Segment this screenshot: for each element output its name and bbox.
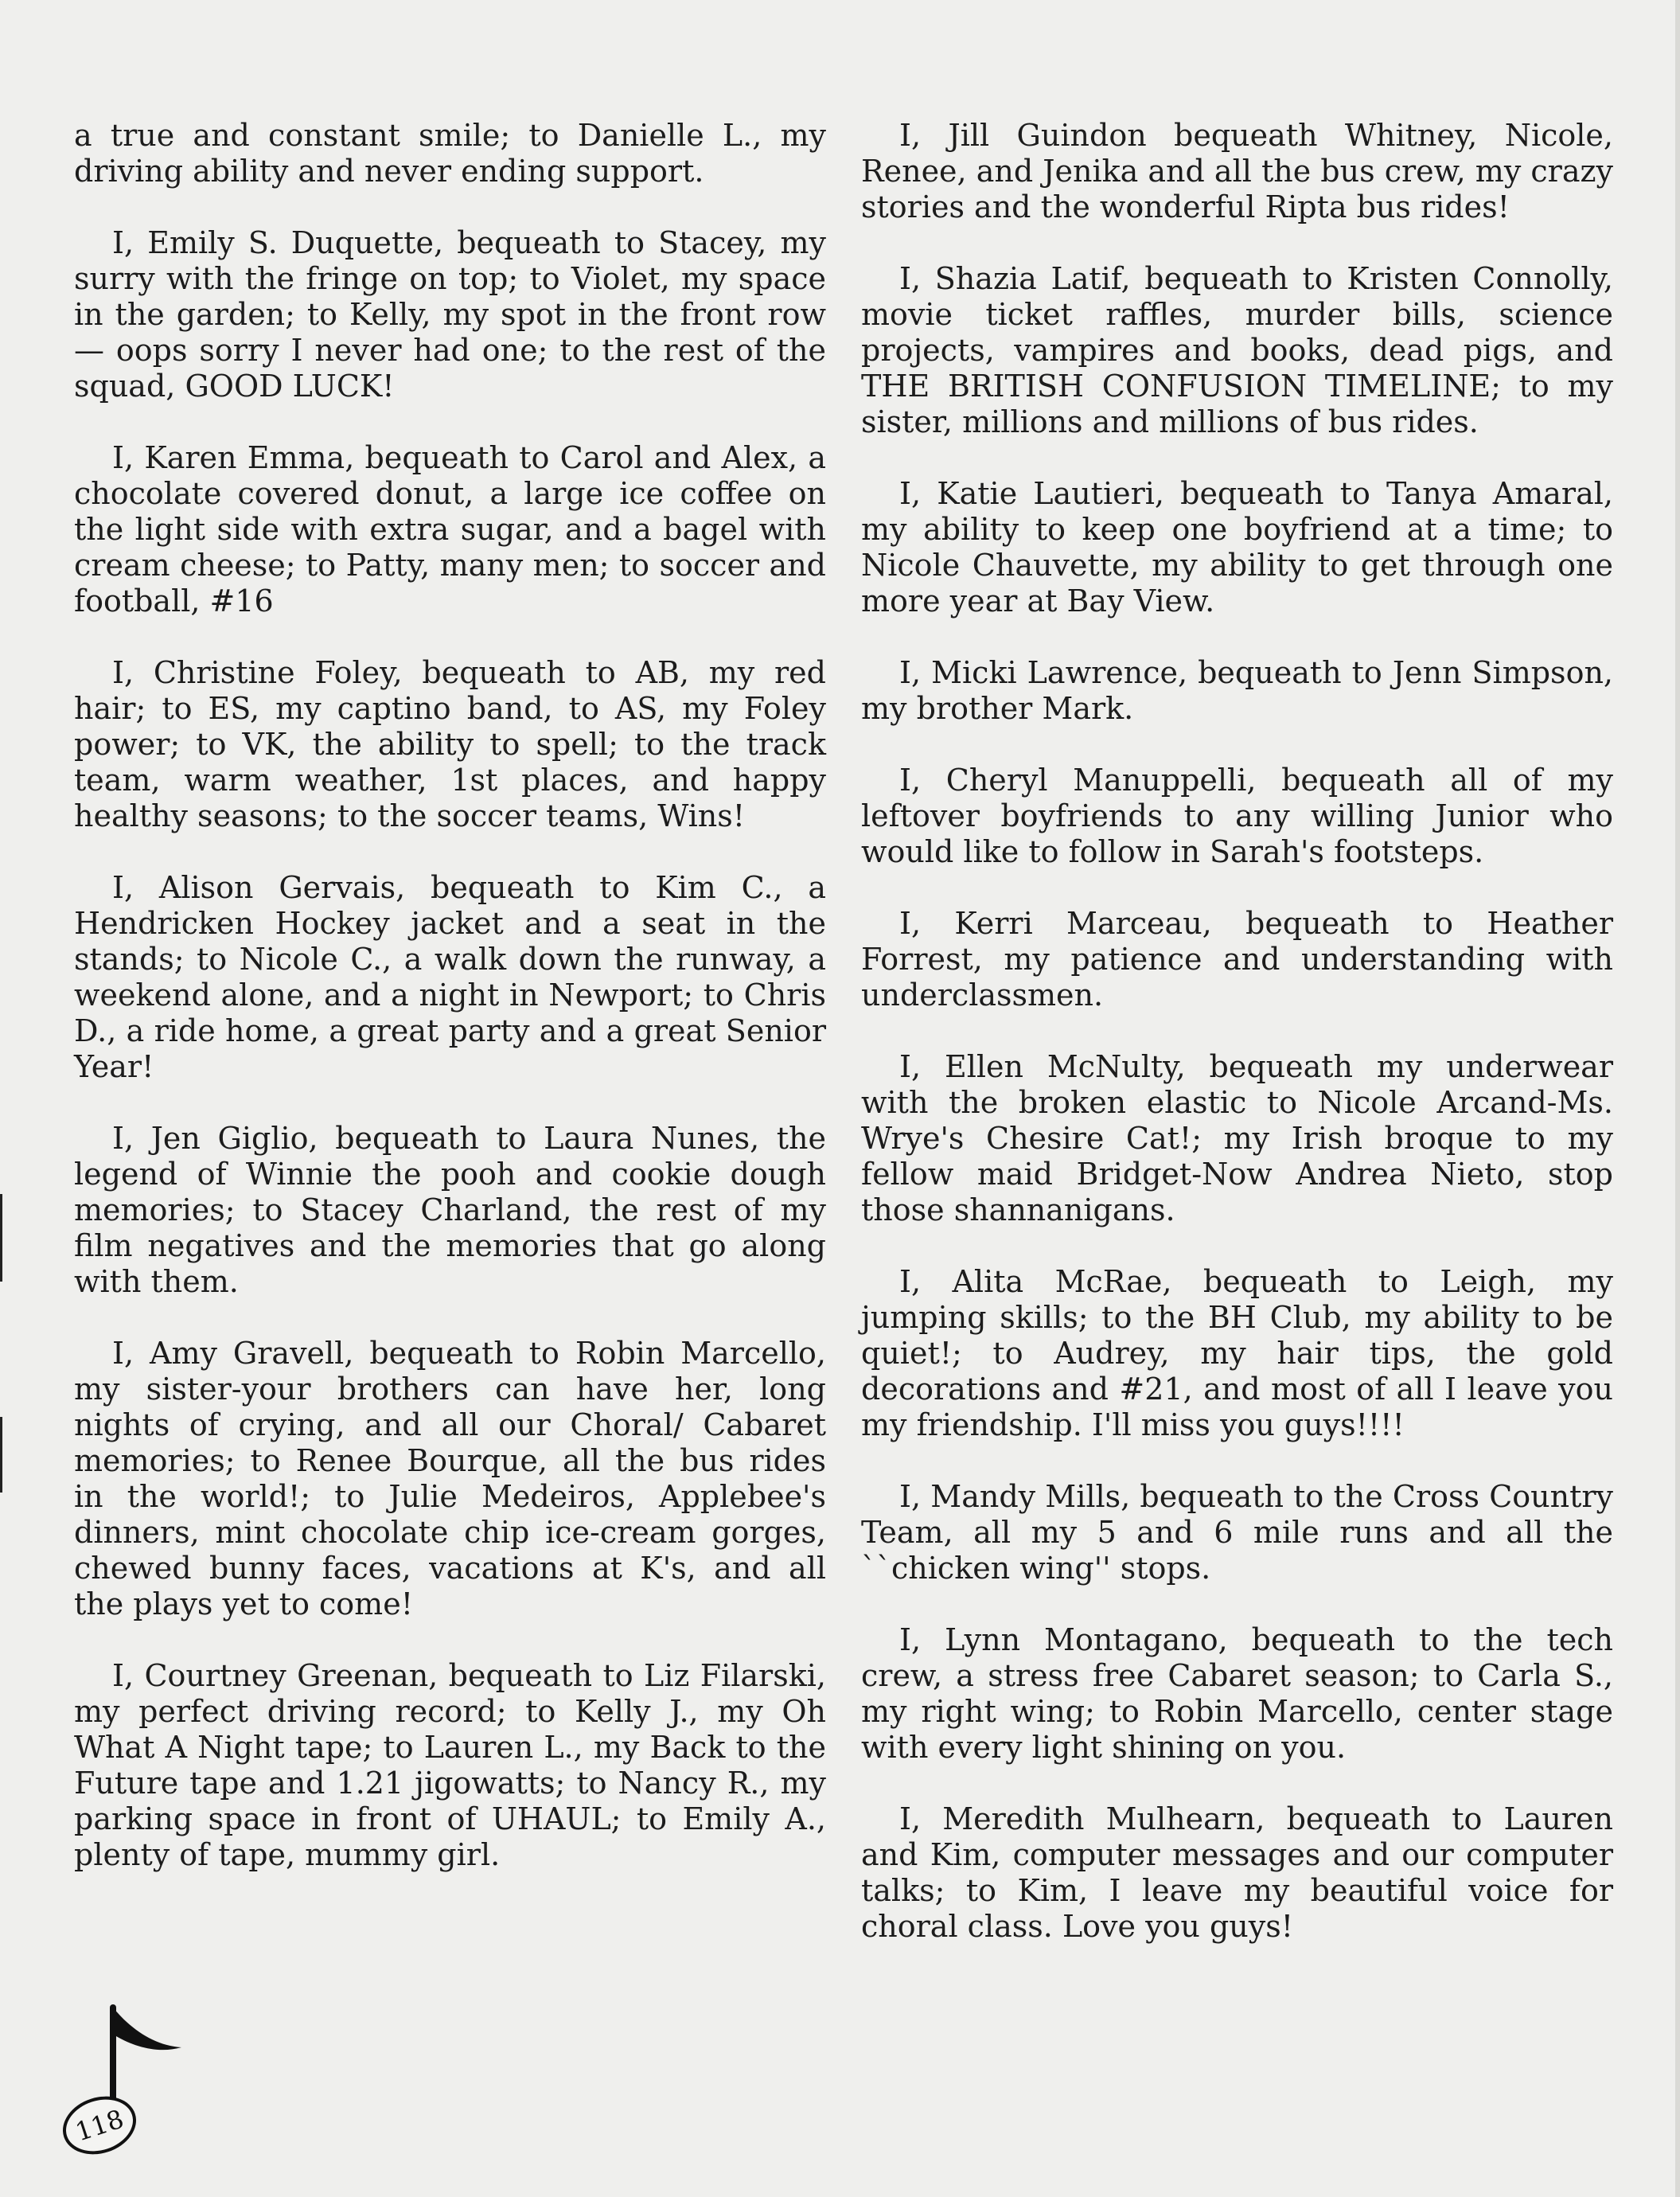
gutter-mark-bottom bbox=[0, 1417, 2, 1493]
bequest-paragraph: I, Alita McRae, bequeath to Leigh, my jumping skills; to the BH Club, my ability to be quiet!; to Audrey, my hair tips, the gold decorations and #21, and most of all I leave you my friendship. I'll miss you guys!!!! bbox=[861, 1264, 1613, 1442]
bequest-paragraph: I, Katie Lautieri, bequeath to Tanya Amaral, my ability to keep one boyfriend at a time; to Nicole Chauvette, my ability to get through one more year at Bay View. bbox=[861, 476, 1613, 619]
bequest-paragraph: I, Lynn Montagano, bequeath to the tech crew, a stress free Cabaret season; to Carla S., my right wing; to Robin Marcello, center stage with every light shining on you. bbox=[861, 1622, 1613, 1765]
bequest-paragraph: I, Mandy Mills, bequeath to the Cross Country Team, all my 5 and 6 mile runs and all the ``chicken wing'' stops. bbox=[861, 1479, 1613, 1586]
bequest-paragraph: I, Emily S. Duquette, bequeath to Stacey, my surry with the fringe on top; to Violet, my space in the garden; to Kelly, my spot in the front row — oops sorry I never had one; to the rest of the squad, GOOD LUCK! bbox=[74, 225, 826, 404]
page-number: 118 bbox=[55, 2087, 143, 2164]
bequest-paragraph: I, Jen Giglio, bequeath to Laura Nunes, the legend of Winnie the pooh and cookie dough memories; to Stacey Charland, the rest of my film negatives and the memories that go along with them. bbox=[74, 1121, 826, 1299]
bequest-paragraph: I, Cheryl Manuppelli, bequeath all of my leftover boyfriends to any willing Junior who would like to follow in Sarah's footsteps. bbox=[861, 763, 1613, 869]
bequest-paragraph: I, Micki Lawrence, bequeath to Jenn Simpson, my brother Mark. bbox=[861, 655, 1613, 726]
bequest-paragraph: I, Alison Gervais, bequeath to Kim C., a Hendricken Hockey jacket and a seat in the stands; to Nicole C., a walk down the runway, a weekend alone, and a night in Newport; to Chris D., a ride home, a great party and a great Senior Year! bbox=[74, 870, 826, 1084]
bequest-paragraph: I, Ellen McNulty, bequeath my underwear with the broken elastic to Nicole Arcand-Ms. Wrye's Chesire Cat!; my Irish broque to my fellow maid Bridget-Now Andrea Nieto, stop those shannanigans. bbox=[861, 1049, 1613, 1227]
bequest-paragraph: I, Meredith Mulhearn, bequeath to Lauren and Kim, computer messages and our computer talks; to Kim, I leave my beautiful voice for choral class. Love you guys! bbox=[861, 1801, 1613, 1944]
bequest-paragraph: I, Amy Gravell, bequeath to Robin Marcello, my sister-your brothers can have her, long nights of crying, and all our Choral/ Cabaret memories; to Renee Bourque, all the bus rides in the world!; to Julie Medeiros, Applebee's dinners, mint chocolate chip ice-cream gorges, chewed bunny faces, vacations at K's, and all the plays yet to come! bbox=[74, 1336, 826, 1621]
bequest-paragraph: I, Jill Guindon bequeath Whitney, Nicole, Renee, and Jenika and all the bus crew, my crazy stories and the wonderful Ripta bus rides! bbox=[861, 118, 1613, 224]
left-column bbox=[74, 118, 826, 1909]
bequest-paragraph: a true and constant smile; to Danielle L., my driving ability and never ending support. bbox=[74, 118, 826, 189]
page-edge bbox=[1675, 0, 1680, 2197]
bequest-paragraph: I, Courtney Greenan, bequeath to Liz Filarski, my perfect driving record; to Kelly J., my Oh What A Night tape; to Lauren L., my Back to the Future tape and 1.21 jigowatts; to Nancy R., my parking space in front of UHAUL; to Emily A., plenty of tape, mummy girl. bbox=[74, 1658, 826, 1872]
bequest-paragraph: I, Karen Emma, bequeath to Carol and Alex, a chocolate covered donut, a large ice coffee on the light side with extra sugar, and a bagel with cream cheese; to Patty, many men; to soccer and football, #16 bbox=[74, 440, 826, 619]
bequest-paragraph: I, Christine Foley, bequeath to AB, my red hair; to ES, my captino band, to AS, my Foley power; to VK, the ability to spell; to the track team, warm weather, 1st places, and happy healthy seasons; to the soccer teams, Wins! bbox=[74, 655, 826, 833]
bequest-paragraph: I, Shazia Latif, bequeath to Kristen Connolly, movie ticket raffles, murder bills, science projects, vampires and books, dead pigs, and THE BRITISH CONFUSION TIMELINE; to my sister, millions and millions of bus rides. bbox=[861, 261, 1613, 439]
right-column bbox=[861, 118, 1613, 1980]
gutter-mark-top bbox=[0, 1194, 2, 1282]
bequest-paragraph: I, Kerri Marceau, bequeath to Heather Forrest, my patience and understanding with underclassmen. bbox=[861, 906, 1613, 1013]
